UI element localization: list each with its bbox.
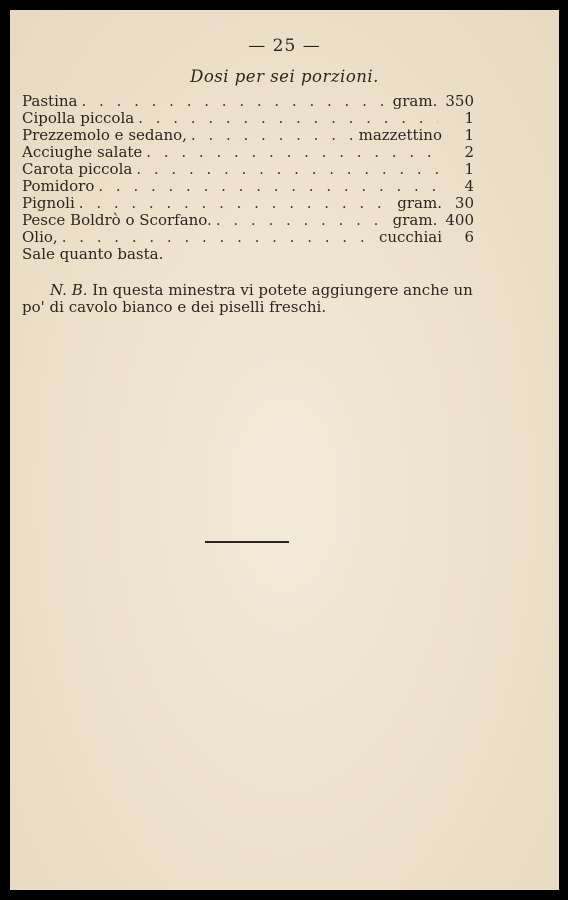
ingredient-list: [22, 93, 474, 263]
ingredient-unit: gram.: [397, 194, 442, 212]
note-label: N. B.: [50, 281, 88, 299]
ingredient-name: Carota piccola: [22, 160, 133, 178]
dot-leader: [191, 127, 355, 144]
ingredient-row: [22, 144, 474, 161]
dot-leader: [62, 229, 375, 246]
ingredient-row: [22, 212, 474, 229]
dot-leader: [136, 161, 438, 178]
ingredient-row: [22, 110, 474, 127]
ingredient-row: [22, 195, 474, 212]
ingredient-name: Pastina: [22, 92, 78, 110]
book-page: [10, 10, 559, 890]
ingredient-quantity: 1: [464, 109, 474, 127]
section-divider: [205, 541, 289, 543]
dot-leader: [79, 195, 394, 212]
ingredient-row: [22, 161, 474, 178]
ingredient-name: Olio,: [22, 228, 58, 246]
dot-leader: [82, 93, 389, 110]
ingredient-name: Cipolla piccola: [22, 109, 135, 127]
ingredient-name: Pignoli: [22, 194, 75, 212]
ingredient-quantity: 30: [454, 194, 474, 212]
ingredient-unit: mazzettino: [358, 126, 442, 144]
ingredient-name: Pomidoro: [22, 177, 95, 195]
ingredient-quantity: 1: [464, 160, 474, 178]
ingredient-quantity: 350: [445, 92, 474, 110]
ingredient-name: Pesce Boldrò o Scorfano.: [22, 211, 212, 229]
dot-leader: [138, 110, 438, 127]
dot-leader: [98, 178, 438, 195]
recipe-note: [22, 282, 474, 316]
section-title: Dosi per sei porzioni.: [190, 67, 379, 86]
ingredient-quantity: 4: [464, 177, 474, 195]
ingredient-unit: gram.: [392, 92, 438, 110]
ingredient-name: Acciughe salate: [22, 143, 143, 161]
ingredient-unit: gram.: [392, 211, 438, 229]
ingredient-row: [22, 127, 474, 144]
ingredient-quantity: 400: [445, 211, 474, 229]
dot-leader: [216, 212, 389, 229]
ingredient-quantity: 2: [464, 143, 474, 161]
ingredient-name: Sale quanto basta.: [22, 245, 164, 263]
ingredient-name: Prezzemolo e sedano,: [22, 126, 187, 144]
ingredient-row: [22, 229, 474, 246]
ingredient-unit: cucchiai: [378, 228, 442, 246]
ingredient-quantity: 1: [464, 126, 474, 144]
ingredient-row: [22, 178, 474, 195]
page-number: — 25 —: [248, 36, 321, 56]
dot-leader: [146, 144, 438, 161]
ingredient-row: [22, 93, 474, 110]
note-text: In questa minestra vi potete aggiungere anche un po' di cavolo bianco e dei piselli freschi.: [22, 281, 473, 316]
ingredient-quantity: 6: [464, 228, 474, 246]
ingredient-row: [22, 246, 474, 263]
